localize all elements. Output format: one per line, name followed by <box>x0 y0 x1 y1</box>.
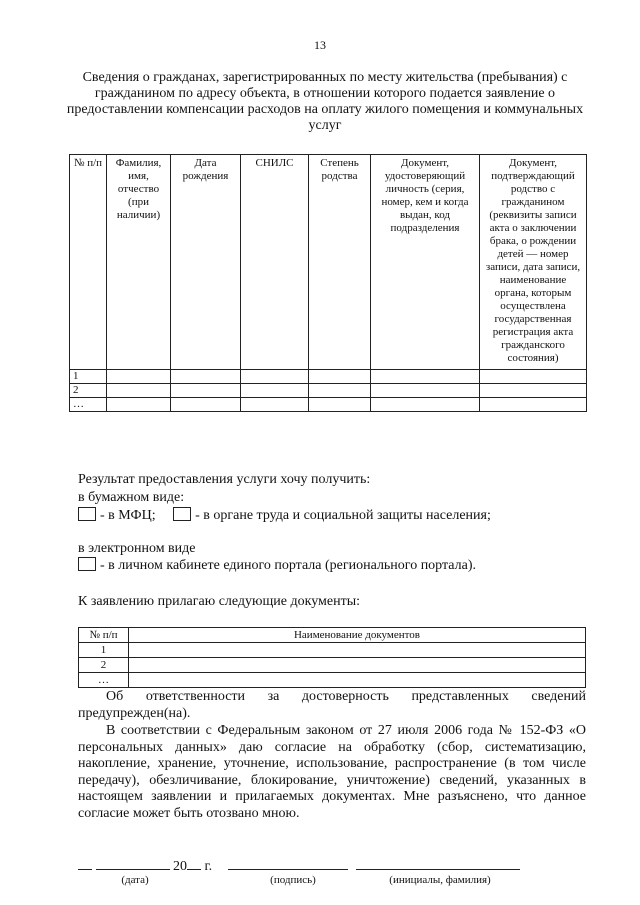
cell-birth-date[interactable] <box>171 384 241 398</box>
responsibility-statement: Об ответственности за достоверность представленных сведений предупрежден(на). <box>78 689 586 721</box>
mfc-option-label: - в МФЦ; <box>100 508 156 523</box>
cell-kinship-document[interactable] <box>480 398 587 412</box>
cell-id-document[interactable] <box>371 384 480 398</box>
labor-office-option-label: - в органе труда и социальной защиты населения; <box>195 508 491 523</box>
consent-statement: В соответствии с Федеральным законом от 27 июля 2006 года № 152-ФЗ «О персональных данных» даю согласие на обработку (сбор, систематизацию, накопление, хранение, уточнение, использование, распространение (в том числе передачу), обезличивание, блокирование, уничтожение) сведений, указанных в настоящем заявлении и прилагаемых документах. Мне разъяснено, что данное согласие может быть отозвано мною. <box>78 723 586 821</box>
cell-id-document[interactable] <box>371 398 480 412</box>
year-suffix: г. <box>204 859 213 874</box>
cell-birth-date[interactable] <box>171 398 241 412</box>
electronic-label: в электронном виде <box>78 541 196 556</box>
table-row <box>70 370 587 384</box>
date-field[interactable] <box>78 857 212 875</box>
cell-snils[interactable] <box>241 370 309 384</box>
row-number: … <box>79 673 129 688</box>
row-number: 1 <box>70 370 107 384</box>
name-caption: (инициалы, фамилия) <box>389 874 491 886</box>
cell-relationship[interactable] <box>309 370 371 384</box>
signature-field[interactable] <box>228 857 348 875</box>
cell-id-document[interactable] <box>371 370 480 384</box>
row-number: 1 <box>79 643 129 658</box>
name-field[interactable] <box>356 857 520 875</box>
col-full-name: Фамилия, имя, отчество (при наличии) <box>107 155 171 370</box>
table-row <box>79 643 586 658</box>
cell-document-name[interactable] <box>129 643 586 658</box>
row-number: 2 <box>70 384 107 398</box>
paper-options <box>78 507 491 524</box>
cell-document-name[interactable] <box>129 673 586 688</box>
electronic-options <box>78 557 476 574</box>
cell-kinship-document[interactable] <box>480 384 587 398</box>
persons-table <box>69 154 587 412</box>
persons-table-header <box>70 155 587 370</box>
form-title: Сведения о гражданах, зарегистрированных по месту жительства (пребывания) с гражданином по адресу объекта, в отношении которого подается заявление о предоставлении компенсации расходов на оплату жилого помещения и коммунальных услуг <box>66 70 584 133</box>
cell-kinship-document[interactable] <box>480 370 587 384</box>
col-document-name: Наименование документов <box>129 628 586 643</box>
attachments-table <box>78 627 586 688</box>
table-row <box>79 658 586 673</box>
labor-office-checkbox[interactable] <box>173 507 191 521</box>
col-number: № п/п <box>79 628 129 643</box>
col-birth-date: Дата рождения <box>171 155 241 370</box>
table-row <box>70 398 587 412</box>
portal-checkbox[interactable] <box>78 557 96 571</box>
cell-snils[interactable] <box>241 384 309 398</box>
col-snils: СНИЛС <box>241 155 309 370</box>
portal-option-label: - в личном кабинете единого портала (регионального портала). <box>100 558 476 573</box>
cell-relationship[interactable] <box>309 398 371 412</box>
result-heading: Результат предоставления услуги хочу получить: <box>78 472 371 487</box>
attachments-heading: К заявлению прилагаю следующие документы: <box>78 594 361 609</box>
col-relationship: Степень родства <box>309 155 371 370</box>
col-kinship-document: Документ, подтверждающий родство с гражданином (реквизиты записи акта о заключении брака, о рождении детей — номер записи, дата записи, наименование органа, которым осуществлена государственная регистрация акта гражданского состояния) <box>480 155 587 370</box>
row-number: … <box>70 398 107 412</box>
cell-relationship[interactable] <box>309 384 371 398</box>
cell-full-name[interactable] <box>107 398 171 412</box>
paper-label: в бумажном виде: <box>78 490 185 505</box>
row-number: 2 <box>79 658 129 673</box>
year-prefix: 20 <box>173 859 187 874</box>
table-row <box>70 384 587 398</box>
cell-full-name[interactable] <box>107 384 171 398</box>
signature-caption: (подпись) <box>270 874 316 886</box>
col-number: № п/п <box>70 155 107 370</box>
mfc-checkbox[interactable] <box>78 507 96 521</box>
table-row <box>79 673 586 688</box>
col-id-document: Документ, удостоверяющий личность (серия, номер, кем и когда выдан, код подразделения <box>371 155 480 370</box>
attachments-table-header <box>79 628 586 643</box>
cell-birth-date[interactable] <box>171 370 241 384</box>
cell-full-name[interactable] <box>107 370 171 384</box>
cell-document-name[interactable] <box>129 658 586 673</box>
page-number: 13 <box>314 38 326 52</box>
cell-snils[interactable] <box>241 398 309 412</box>
date-caption: (дата) <box>121 874 149 886</box>
